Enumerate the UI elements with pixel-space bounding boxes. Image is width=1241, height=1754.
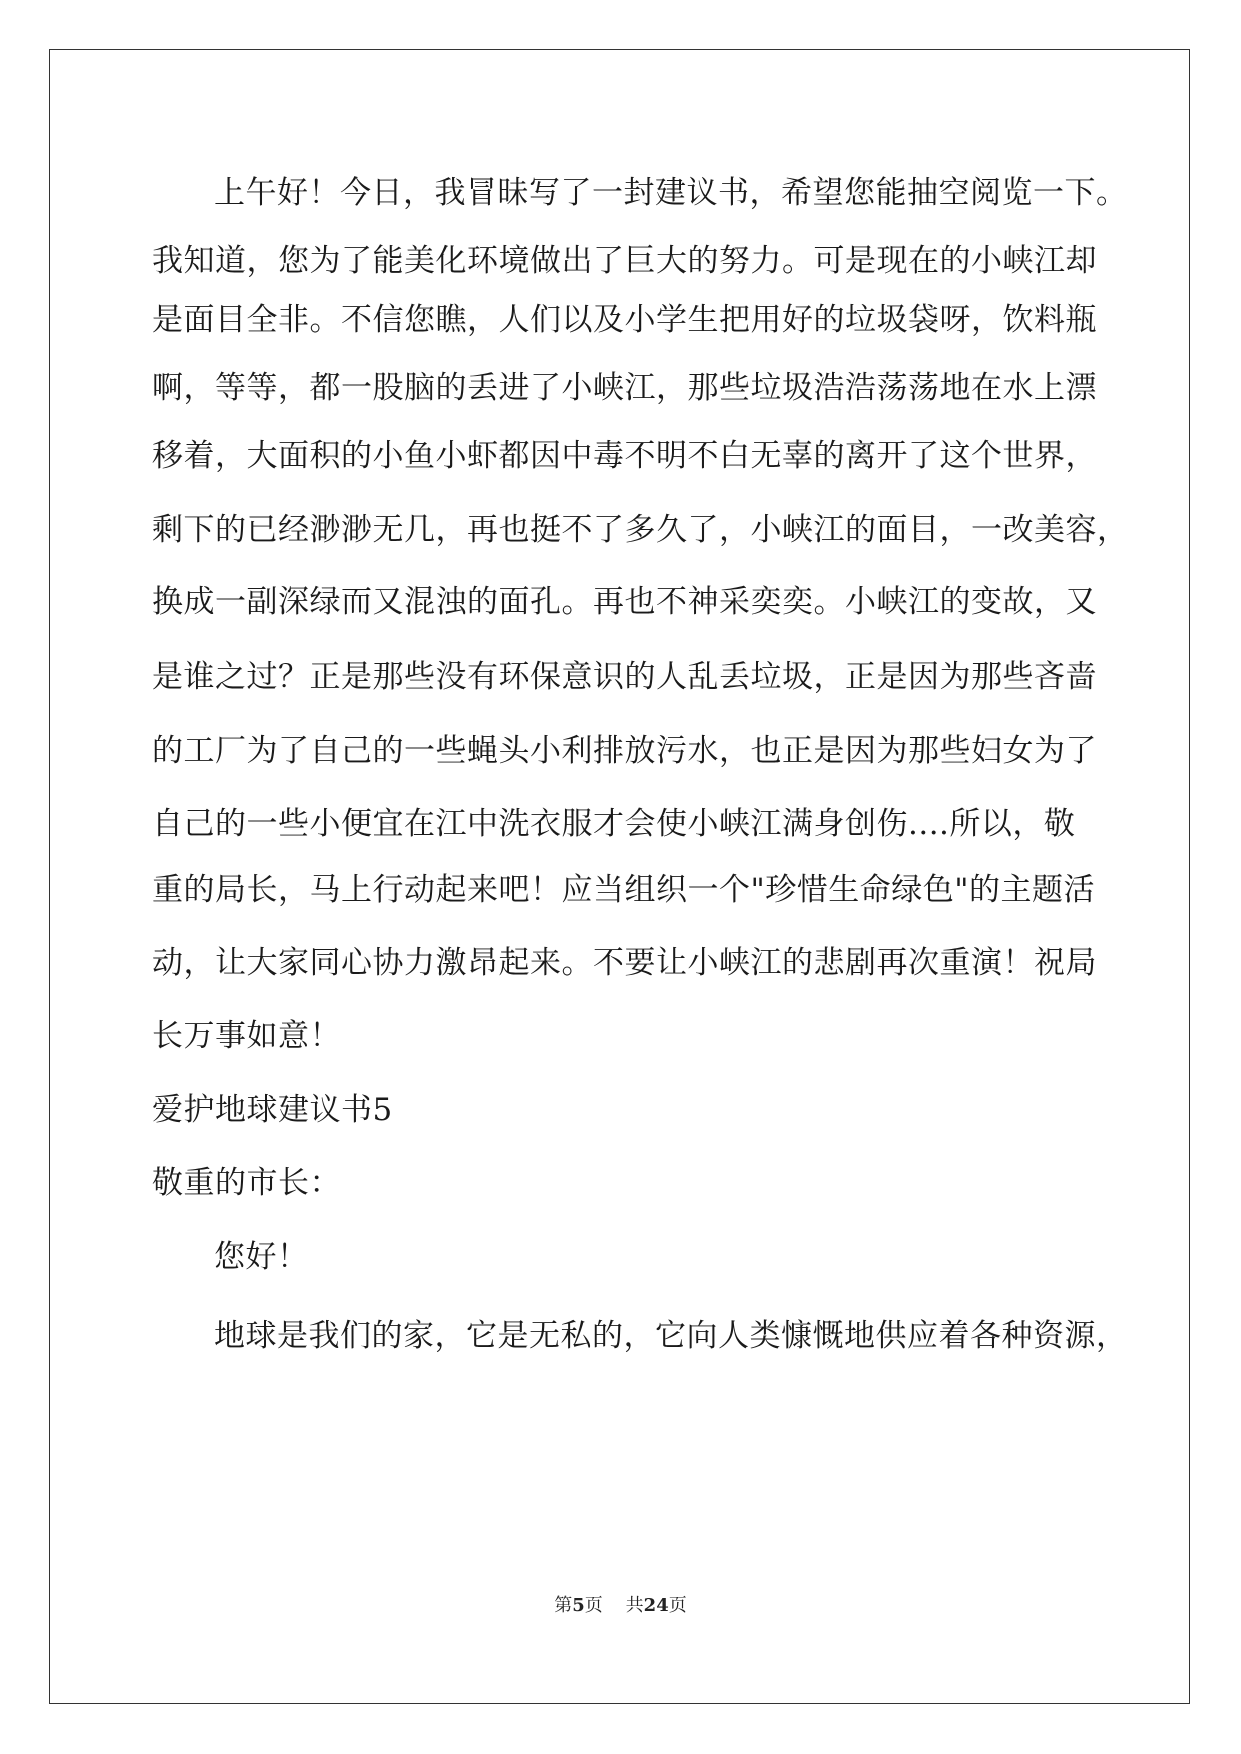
paragraph-line: 剩下的已经渺渺无几，再也挺不了多久了，小峡江的面目，一改美容， xyxy=(152,512,1129,548)
paragraph-line: 我知道，您为了能美化环境做出了巨大的努力。可是现在的小峡江却 xyxy=(152,243,1097,279)
paragraph-line: 重的局长，马上行动起来吧！应当组织一个"珍惜生命绿色"的主题活 xyxy=(152,872,1096,908)
paragraph-line: 是谁之过？正是那些没有环保意识的人乱丢垃圾，正是因为那些吝啬 xyxy=(152,659,1097,695)
paragraph-line: 的工厂为了自己的一些蝇头小利排放污水，也正是因为那些妇女为了 xyxy=(152,733,1097,769)
paragraph-line: 移着，大面积的小鱼小虾都因中毒不明不白无辜的离开了这个世界， xyxy=(152,438,1097,474)
footer-total-pages: 24 xyxy=(643,1595,669,1616)
paragraph-line: 动，让大家同心协力激昂起来。不要让小峡江的悲剧再次重演！祝局 xyxy=(152,945,1097,981)
greeting: 您好！ xyxy=(214,1239,309,1275)
paragraph-line: 上午好！今日，我冒昧写了一封建议书，希望您能抽空阅览一下。 xyxy=(214,175,1128,211)
paragraph-line: 换成一副深绿而又混浊的面孔。再也不神采奕奕。小峡江的变故，又 xyxy=(152,584,1097,620)
paragraph-line: 是面目全非。不信您瞧，人们以及小学生把用好的垃圾袋呀，饮料瓶 xyxy=(152,302,1097,338)
footer-page-suffix: 页 xyxy=(584,1595,603,1616)
paragraph-line: 长万事如意！ xyxy=(152,1018,341,1054)
paragraph-line: 自己的一些小便宜在江中洗衣服才会使小峡江满身创伤....所以，敬 xyxy=(152,806,1076,842)
paragraph-line: 地球是我们的家，它是无私的，它向人类慷慨地供应着各种资源， xyxy=(214,1318,1128,1354)
salutation: 敬重的市长： xyxy=(152,1165,341,1201)
section-title: 爱护地球建议书5 xyxy=(152,1092,393,1128)
footer-page-number: 5 xyxy=(572,1595,585,1616)
footer-total-prefix: 共 xyxy=(625,1595,644,1616)
paragraph-line: 啊，等等，都一股脑的丢进了小峡江，那些垃圾浩浩荡荡地在水上漂 xyxy=(152,370,1097,406)
page-footer xyxy=(0,1591,1241,1617)
footer-total-suffix: 页 xyxy=(668,1595,687,1616)
footer-prefix: 第 xyxy=(554,1595,573,1616)
